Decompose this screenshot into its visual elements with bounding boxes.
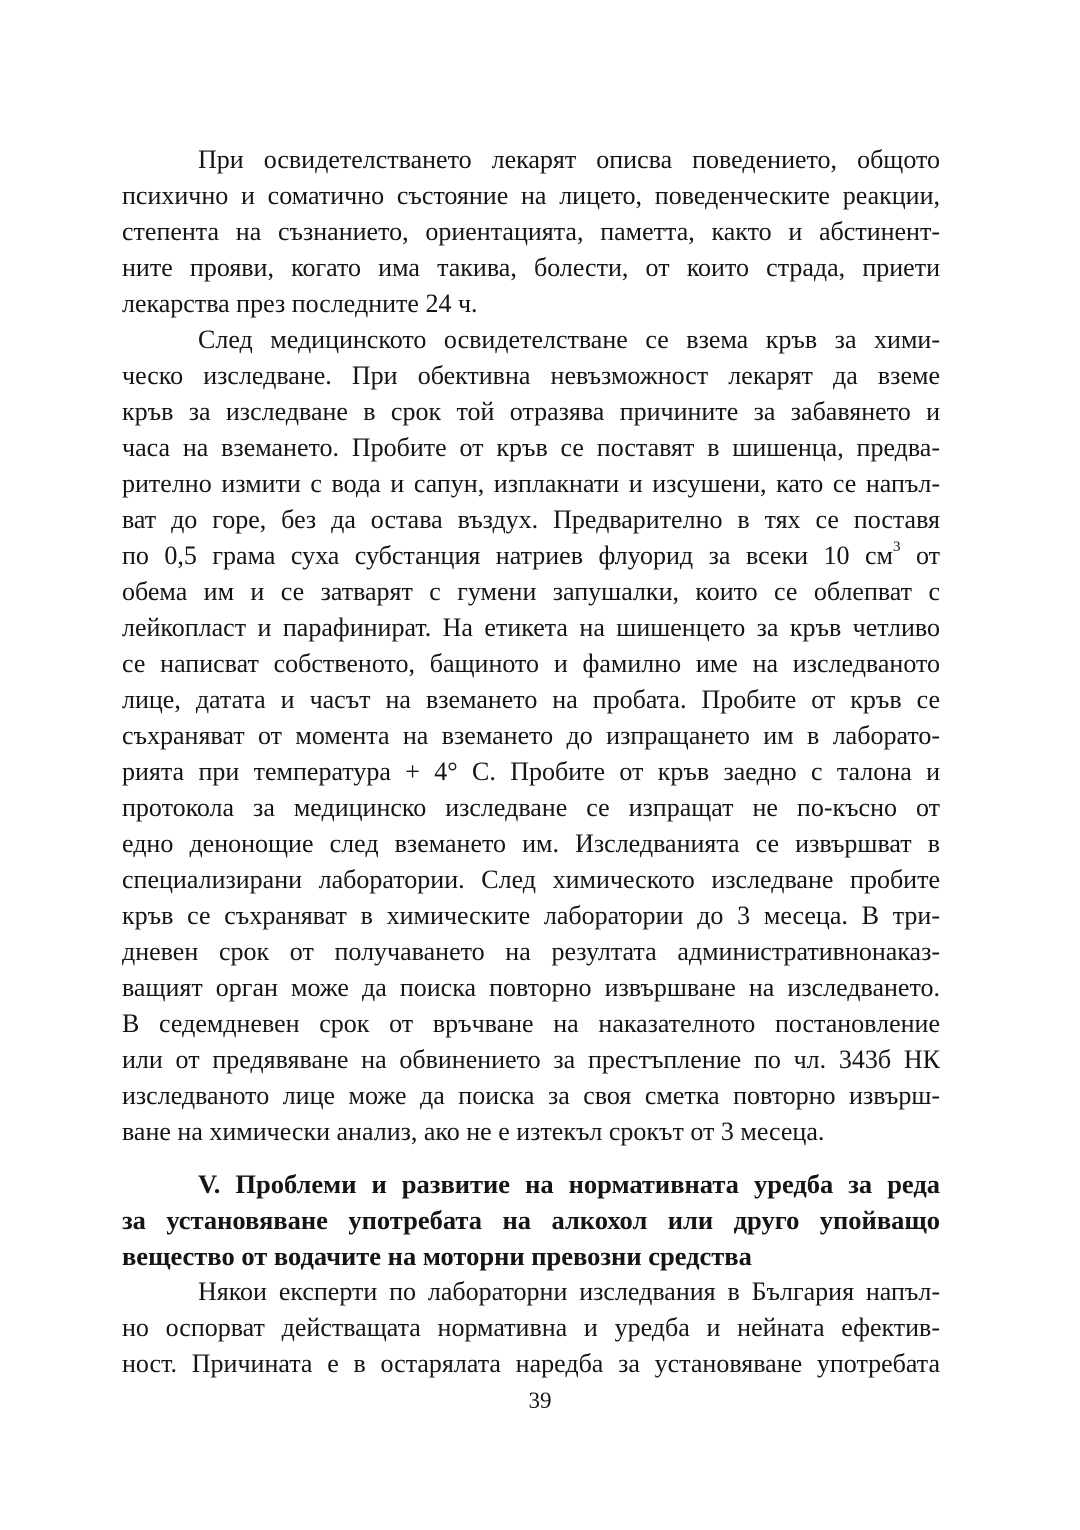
paragraph-2-line-15: едно денонощие след вземането им. Изследванията се извършват в [122,829,940,858]
superscript-3: 3 [892,539,901,556]
paragraph-2-line-14: протокола за медицинско изследване се изпращат не по-късно от [122,793,940,822]
paragraph-1-line-1: При освидетелстването лекарят описва поведението, общото [198,145,940,174]
page-number: 39 [528,1388,552,1413]
paragraph-2-line-6: ват до горе, без да остава въздух. Предварително в тях се поставя [122,505,940,534]
document-page [122,140,940,1440]
paragraph-2-line-17: кръв се съхраняват в химическите лаборатории до 3 месеца. В три- [122,901,940,930]
line-text-end: от [900,541,940,570]
paragraph-3-line-2: но оспорват действащата нормативна и уредба и нейната ефектив- [122,1313,940,1342]
paragraph-2-line-11: лице, датата и часът на вземането на пробата. Пробите от кръв се [122,685,940,714]
paragraph-2-line-4: часа на вземането. Пробите от кръв се поставят в шишенца, предва- [122,433,940,462]
paragraph-2-line-3: кръв за изследване в срок той отразява причините за забавянето и [122,397,940,426]
paragraph-2-line-22: изследваното лице може да поиска за своя сметка повторно извърш- [122,1081,940,1110]
section-heading-line-2: за установяване употребата на алкохол или друго упойващо [122,1205,940,1235]
paragraph-2-line-21: или от предявяване на обвинението за престъпление по чл. 343б НК [122,1045,940,1074]
paragraph-3-line-1: Някои експерти по лабораторни изследвания в България напъл- [198,1277,940,1306]
paragraph-3-line-3: ност. Причината е в остарялата наредба за установяване употребата [122,1349,940,1378]
paragraph-2-line-10: се написват собственото, бащиното и фамилно име на изследваното [122,649,940,678]
paragraph-2-line-16: специализирани лаборатории. След химическото изследване пробите [122,865,940,894]
paragraph-2-line-20: В седемдневен срок от връчване на наказателното постановление [122,1009,940,1038]
paragraph-2-line-5: рително измити с вода и сапун, изплакнати и изсушени, като се напъл- [122,469,940,498]
paragraph-2-line-18: дневен срок от получаването на резултата административнонаказ- [122,937,940,966]
paragraph-1-line-5: лекарства през последните 24 ч. [122,289,478,318]
paragraph-2-line-12: съхраняват от момента на вземането до изпращането им в лаборато- [122,721,940,750]
paragraph-1-line-3: степента на съзнанието, ориентацията, паметта, както и абстинент- [122,217,940,246]
section-heading-line-1: V. Проблеми и развитие на нормативната уредба за реда [198,1169,940,1199]
paragraph-2-line-13: рията при температура + 4° С. Пробите от кръв заедно с талона и [122,757,940,786]
paragraph-2-line-19: ващият орган може да поиска повторно извършване на изследването. [122,973,940,1002]
paragraph-1-line-4: ните прояви, когато има такива, болести, от които страда, приети [122,253,940,282]
paragraph-1-line-2: психично и соматично състояние на лицето, поведенческите реакции, [122,181,940,210]
paragraph-2-line-8: обема им и се затварят с гумени запушалки, които се облепват с [122,577,940,606]
paragraph-2-line-2: ческо изследване. При обективна невъзможност лекарят да вземе [122,361,940,390]
section-heading-line-3: вещество от водачите на моторни превозни средства [122,1241,752,1271]
paragraph-2-line-7 [122,536,940,576]
paragraph-2-line-23: ване на химически анализ, ако не е изтекъл срокът от 3 месеца. [122,1117,825,1146]
line-text: по 0,5 грама суха субстанция натриев флуорид за всеки 10 см [122,541,893,570]
paragraph-2-line-1: След медицинското освидетелстване се взема кръв за хими- [198,325,940,354]
paragraph-2-line-9: лейкопласт и парафинират. На етикета на шишенцето за кръв четливо [122,613,940,642]
